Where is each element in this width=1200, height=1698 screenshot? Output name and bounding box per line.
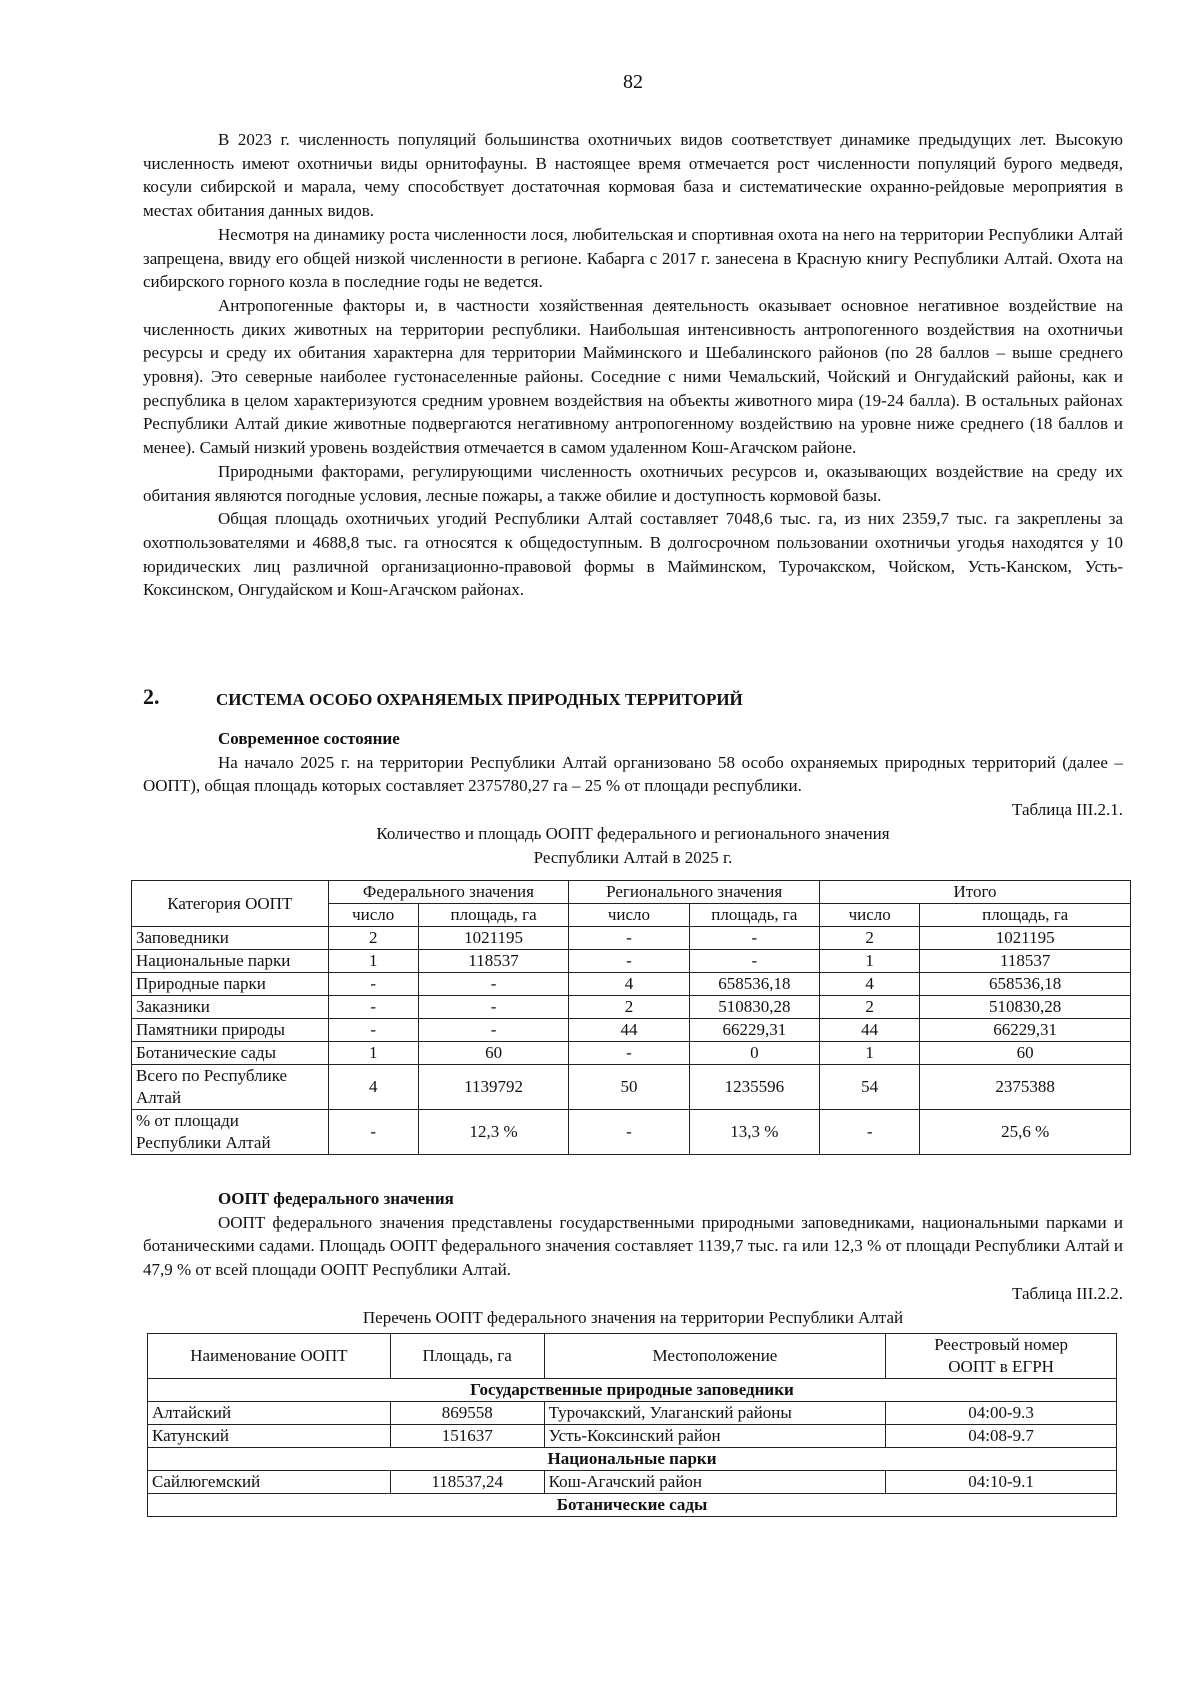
header-cell: Итого xyxy=(820,881,1131,904)
page-number: 82 xyxy=(623,71,643,93)
paragraph: Природными факторами, регулирующими численность охотничьих ресурсов и, оказывающих воздействие на среду их обитания являются погодные условия, лесные пожары, а также обилие и доступность кормовой базы. xyxy=(143,461,1123,505)
paragraph: Антропогенные факторы и, в частности хозяйственная деятельность оказывает основное негативное воздействие на численность диких животных на территории республики. Наибольшая интенсивность антропогенного воздействия на охотничьи ресурсы и среду их обитания характерна для территории Майминского и Шебалинского районов (по 28 баллов – выше среднего уровня). Это северные наиболее густонаселенные районы. Соседние с ними Чемальский, Чойский и Онгудайский районы, как и республика в целом характеризуются средним уровнем воздействия на объекты животного мира (19-24 балла). В остальных районах Республики Алтай дикие животные подвергаются негативному антропогенному воздействию на уровне ниже среднего (18 баллов и менее). Самый низкий уровень воздействия отмечается в самом удаленном Кош-Агачском районе. xyxy=(143,295,1123,458)
name-cell: Сайлюгемский xyxy=(148,1471,391,1494)
table-number: Таблица III.2.1. xyxy=(1012,800,1123,820)
value-cell: 510830,28 xyxy=(689,996,819,1019)
category-cell: Заказники xyxy=(132,996,329,1019)
table-caption: Количество и площадь ООПТ федерального и регионального значения xyxy=(376,823,890,843)
table-body xyxy=(148,1379,1117,1517)
paragraph: Общая площадь охотничьих угодий Республики Алтай составляет 7048,6 тыс. га, из них 2359,7 тыс. га закреплены за охотпользователями и 4688,8 тыс. га относятся к общедоступным. В долгосрочном пользовании охотничьи угодья находятся у 10 юридических лиц различной организационно-правовой формы в Майминском, Турочакском, Чойском, Усть-Канском, Усть-Коксинском, Онгудайском и Кош-Агачском районах. xyxy=(143,509,1123,600)
value-cell: 1235596 xyxy=(689,1065,819,1110)
table-row xyxy=(132,973,1131,996)
value-cell: 2 xyxy=(328,927,418,950)
registry-cell: 04:00-9.3 xyxy=(886,1402,1117,1425)
name-cell: Катунский xyxy=(148,1425,391,1448)
category-cell: Заповедники xyxy=(132,927,329,950)
value-cell: 118537 xyxy=(920,950,1131,973)
value-cell: 13,3 % xyxy=(689,1110,819,1155)
header-line: ООПТ в ЕГРН xyxy=(948,1357,1054,1376)
value-cell: - xyxy=(689,950,819,973)
header-cell xyxy=(886,1334,1117,1379)
header-cell: Регионального значения xyxy=(569,881,820,904)
group-row xyxy=(148,1494,1117,1517)
value-cell: 1 xyxy=(328,1042,418,1065)
group-title: Государственные природные заповедники xyxy=(148,1379,1117,1402)
value-cell: 658536,18 xyxy=(689,973,819,996)
value-cell: 66229,31 xyxy=(689,1019,819,1042)
value-cell: - xyxy=(569,1110,689,1155)
section-number: 2. xyxy=(143,684,160,709)
value-cell: - xyxy=(418,1019,568,1042)
value-cell: 60 xyxy=(418,1042,568,1065)
value-cell: 44 xyxy=(820,1019,920,1042)
header-cell: Местоположение xyxy=(544,1334,886,1379)
table-row xyxy=(148,1402,1117,1425)
header-cell: число xyxy=(569,904,689,927)
value-cell: 658536,18 xyxy=(920,973,1131,996)
area-cell: 118537,24 xyxy=(390,1471,544,1494)
value-cell: 2 xyxy=(820,996,920,1019)
value-cell: - xyxy=(569,950,689,973)
value-cell: - xyxy=(418,973,568,996)
value-cell: - xyxy=(328,996,418,1019)
value-cell: - xyxy=(689,927,819,950)
value-cell: 66229,31 xyxy=(920,1019,1131,1042)
paragraph: В 2023 г. численность популяций большинства охотничьих видов соответствует динамике предыдущих лет. Высокую численность имеют охотничьи виды орнитофауны. В настоящее время отмечается рост численности популяций бурого медведя, косули сибирской и марала, чему способствует достаточная кормовая база и систематические охранно-рейдовые мероприятия в местах обитания данных видов. xyxy=(143,130,1123,221)
table-row xyxy=(132,1019,1131,1042)
table-header-row xyxy=(132,881,1131,904)
registry-cell: 04:08-9.7 xyxy=(886,1425,1117,1448)
header-cell: площадь, га xyxy=(418,904,568,927)
location-cell: Усть-Коксинский район xyxy=(544,1425,886,1448)
registry-cell: 04:10-9.1 xyxy=(886,1471,1117,1494)
value-cell: - xyxy=(418,996,568,1019)
value-cell: 4 xyxy=(328,1065,418,1110)
value-cell: 118537 xyxy=(418,950,568,973)
value-cell: - xyxy=(328,973,418,996)
location-cell: Турочакский, Улаганский районы xyxy=(544,1402,886,1425)
value-cell: 510830,28 xyxy=(920,996,1131,1019)
value-cell: 2 xyxy=(820,927,920,950)
value-cell: 0 xyxy=(689,1042,819,1065)
value-cell: - xyxy=(328,1110,418,1155)
category-cell: Памятники природы xyxy=(132,1019,329,1042)
federal-block xyxy=(143,1187,1123,1329)
oopt-summary-table xyxy=(131,880,1131,1155)
category-cell: Ботанические сады xyxy=(132,1042,329,1065)
table-number: Таблица III.2.2. xyxy=(1012,1283,1123,1303)
table-row xyxy=(132,1042,1131,1065)
value-cell: - xyxy=(569,927,689,950)
subheading: ООПТ федерального значения xyxy=(218,1189,454,1208)
header-cell: число xyxy=(328,904,418,927)
value-cell: 4 xyxy=(820,973,920,996)
value-cell: 44 xyxy=(569,1019,689,1042)
header-cell: Федерального значения xyxy=(328,881,569,904)
value-cell: 60 xyxy=(920,1042,1131,1065)
header-cell: Категория ООПТ xyxy=(132,881,329,927)
area-cell: 151637 xyxy=(390,1425,544,1448)
current-state-block xyxy=(143,727,1123,869)
value-cell: 50 xyxy=(569,1065,689,1110)
value-cell: 1021195 xyxy=(920,927,1131,950)
header-cell: Площадь, га xyxy=(390,1334,544,1379)
header-cell: площадь, га xyxy=(689,904,819,927)
section-title: СИСТЕМА ОСОБО ОХРАНЯЕМЫХ ПРИРОДНЫХ ТЕРРИТОРИЙ xyxy=(216,690,743,709)
value-cell: 1021195 xyxy=(418,927,568,950)
group-row xyxy=(148,1448,1117,1471)
table-body xyxy=(132,927,1131,1155)
table-row xyxy=(132,996,1131,1019)
table-row xyxy=(132,927,1131,950)
value-cell: 54 xyxy=(820,1065,920,1110)
value-cell: 1 xyxy=(328,950,418,973)
value-cell: 4 xyxy=(569,973,689,996)
value-cell: 12,3 % xyxy=(418,1110,568,1155)
table-caption: Перечень ООПТ федерального значения на территории Республики Алтай xyxy=(362,1307,904,1327)
value-cell: - xyxy=(569,1042,689,1065)
value-cell: - xyxy=(328,1019,418,1042)
table-row xyxy=(148,1425,1117,1448)
location-cell: Кош-Агачский район xyxy=(544,1471,886,1494)
name-cell: Алтайский xyxy=(148,1402,391,1425)
group-title: Ботанические сады xyxy=(148,1494,1117,1517)
value-cell: 1 xyxy=(820,950,920,973)
table-caption: Республики Алтай в 2025 г. xyxy=(533,847,733,867)
paragraph: Несмотря на динамику роста численности лося, любительская и спортивная охота на него на территории Республики Алтай запрещена, ввиду его общей низкой численности в регионе. Кабарга с 2017 г. занесена в Красную книгу Республики Алтай. Охота на сибирского горного козла в последние годы не ведется. xyxy=(143,224,1123,292)
table-row xyxy=(132,1110,1131,1155)
paragraph: ООПТ федерального значения представлены государственными природными заповедниками, национальными парками и ботаническими садами. Площадь ООПТ федерального значения составляет 1139,7 тыс. га или 12,3 % от площади Республики Алтай и 47,9 % от всей площади ООПТ Республики Алтай. xyxy=(143,1212,1123,1280)
subheading: Современное состояние xyxy=(218,729,400,748)
header-cell: число xyxy=(820,904,920,927)
value-cell: 2 xyxy=(569,996,689,1019)
value-cell: - xyxy=(820,1110,920,1155)
category-cell: % от площади Республики Алтай xyxy=(132,1110,329,1155)
group-title: Национальные парки xyxy=(148,1448,1117,1471)
category-cell: Всего по Республике Алтай xyxy=(132,1065,329,1110)
category-cell: Национальные парки xyxy=(132,950,329,973)
value-cell: 1 xyxy=(820,1042,920,1065)
category-cell: Природные парки xyxy=(132,973,329,996)
area-cell: 869558 xyxy=(390,1402,544,1425)
value-cell: 25,6 % xyxy=(920,1110,1131,1155)
paragraph: На начало 2025 г. на территории Республики Алтай организовано 58 особо охраняемых природных территорий (далее – ООПТ), общая площадь которых составляет 2375780,27 га – 25 % от площади республики. xyxy=(143,752,1123,796)
header-line: Реестровый номер xyxy=(934,1335,1069,1354)
group-row xyxy=(148,1379,1117,1402)
table-row xyxy=(148,1471,1117,1494)
intro-text xyxy=(143,128,1123,602)
value-cell: 1139792 xyxy=(418,1065,568,1110)
table-row xyxy=(132,1065,1131,1110)
header-cell: площадь, га xyxy=(920,904,1131,927)
table-row xyxy=(132,950,1131,973)
header-cell: Наименование ООПТ xyxy=(148,1334,391,1379)
table-header-row xyxy=(148,1334,1117,1379)
federal-oopt-table xyxy=(147,1333,1117,1517)
value-cell: 2375388 xyxy=(920,1065,1131,1110)
